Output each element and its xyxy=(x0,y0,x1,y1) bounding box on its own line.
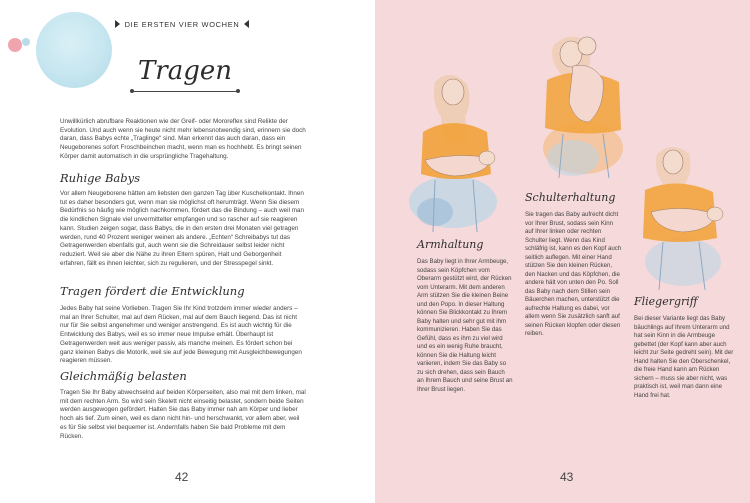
section-heading-gleichmaessig: Gleichmäßig belasten xyxy=(60,369,187,383)
illustration-fliegergriff xyxy=(623,140,733,300)
caption-text-fliegergriff: Bei dieser Variante liegt das Baby bäuchlings auf Ihrem Unterarm und hat sein Kinn in die Armbeuge gebettet (der Kopf kann aber auch leicht zur Seite gedreht sein). Mit der Hand halten Sie den Oberschenkel, die freie Hand kann am Rücken sichern – muss sie aber nicht, was praktisch ist, weil man dann eine Hand frei hat. xyxy=(634,315,734,399)
title-underline xyxy=(132,91,238,92)
caption-text-schulterhaltung: Sie tragen das Baby aufrecht dicht vor Ihrer Brust, sodass sein Kinn auf Ihrer linken oder rechten Schulter liegt. Wenn das Kind schläfrig ist, kann es den Kopf auch seitlich auflegen. Mit einer Hand stützen Sie den kleinen Rücken, den Nacken und das Köpfchen, die andere hält von unten den Po. Soll das Baby nach dem Stillen sein Bäuerchen machen, unterstützt die aufrechte Haltung es dabei, vor allem wenn Sie zusätzlich sanft auf seinen Rücken klopfen oder diesen reiben. xyxy=(525,211,622,337)
decorative-watercolor-circle xyxy=(36,12,112,88)
intro-paragraph: Unwillkürlich abrufbare Reaktionen wie der Greif- oder Mororeflex sind Relikte der Evolution. Und auch wenn sie heute nicht mehr lebensnotwendig sind, erinnern sie doch daran, dass Babys echte „Traglinge“ sind. Man erkennt das auch daran, dass ein Neugeborenes sofort Froschbeinchen macht, wenn man es hochhebt. Es bringt seinen Körper damit automatisch in die ursprüngliche Tragehaltung. xyxy=(60,118,306,160)
right-page xyxy=(375,0,750,503)
header-left-triangle-icon xyxy=(115,20,120,28)
title-rule-dot-right xyxy=(236,89,240,93)
section-heading-entwicklung: Tragen fördert die Entwicklung xyxy=(60,284,245,298)
section-heading-ruhige-babys: Ruhige Babys xyxy=(60,171,141,185)
decorative-pink-dot xyxy=(8,38,22,52)
header-right-triangle-icon xyxy=(244,20,249,28)
section-text-gleichmaessig: Tragen Sie Ihr Baby abwechselnd auf beiden Körperseiten, also mal mit dem linken, mal mit dem rechten Arm. So wird sein Skelett nicht einseitig belastet, sondern beide Seiten werden ausgewogen gefördert. Halten Sie das Baby immer nah am Körper und lieber hoch als tief. Zum einen, weil es dann nicht hin- und herschwankt, vor allem aber, weil es für Sie selbst viel bequemer ist. Andernfalls haben Sie bald Probleme mit dem Rücken. xyxy=(60,389,306,440)
caption-heading-armhaltung: Armhaltung xyxy=(417,238,484,251)
caption-text-armhaltung: Das Baby liegt in Ihrer Armbeuge, sodass sein Köpfchen vom Oberarm gestützt wird, der Rücken vom Unterarm. Mit dem anderen Arm stützen Sie die kleinen Beine und den Popo. In dieser Haltung können Sie Blickkontakt zu Ihrem Baby halten und sehr gut mit ihm kommunizieren. Haben Sie das Gefühl, dass es ihm zu viel wird und es ein wenig Ruhe braucht, können Sie die Haltung leicht variieren, indem Sie das Baby so zu sich drehen, dass sein Bauch an Ihrem Bauch und seine Brust an Ihrer Brust liegen. xyxy=(417,258,513,393)
running-header xyxy=(120,18,244,30)
section-text-entwicklung: Jedes Baby hat seine Vorlieben. Tragen Sie Ihr Kind trotzdem immer wieder anders – mal an Ihrer Schulter, mal auf dem Rücken, mal auf dem Bauch liegend. Das ist nicht nur für Sie selbst angenehmer und weniger anstrengend. Es ist auch wichtig für die Entwicklung des Babys, weil es so immer neue Impulse erhält. Überhaupt ist Getragenwerden weit aus weniger passiv, als manche meinen. Es fördert schon bei ganz kleinen Babys die Motorik, weil sie auf jede Bewegung mit Ausgleichbewegungen reagieren müssen. xyxy=(60,305,302,365)
decorative-blue-dot xyxy=(22,38,30,46)
caption-heading-fliegergriff: Fliegergriff xyxy=(634,295,698,308)
page-title: Tragen xyxy=(137,56,233,86)
page-number-right: 43 xyxy=(560,470,574,484)
section-text-ruhige-babys: Vor allem Neugeborene hätten am liebsten den ganzen Tag über Kuschelkontakt. Ihnen tut es daher besonders gut, wenn man sie möglichst oft herumträgt. Wenn Sie diesem Bedürfnis so häufig wie möglich nachkommen, fördert das die Bindung – auch weil man die kindlichen Signale viel unvermittelter empfangen und so rascher auf sie reagieren kann. Studien zeigen sogar, dass Babys, die in den ersten drei Monaten viel getragen werden, rund 40 Prozent weniger weinen als andere. „Echten“ Schreibabys tut das Getragenwerden ebenfalls gut, auch wenn sie die Schreidauer selbst leider nicht reduziert. Weil sie aber die Nähe zu ihren Eltern spüren, Halt und Geborgenheit erfahren, fällt es ihnen leichter, sich zu regulieren, und der Stresspegel sinkt. xyxy=(60,190,304,267)
running-header-label: DIE ERSTEN VIER WOCHEN xyxy=(124,19,240,29)
caption-heading-schulterhaltung: Schulterhaltung xyxy=(525,191,616,204)
illustration-armhaltung xyxy=(395,62,515,242)
page-number-left: 42 xyxy=(175,470,189,484)
